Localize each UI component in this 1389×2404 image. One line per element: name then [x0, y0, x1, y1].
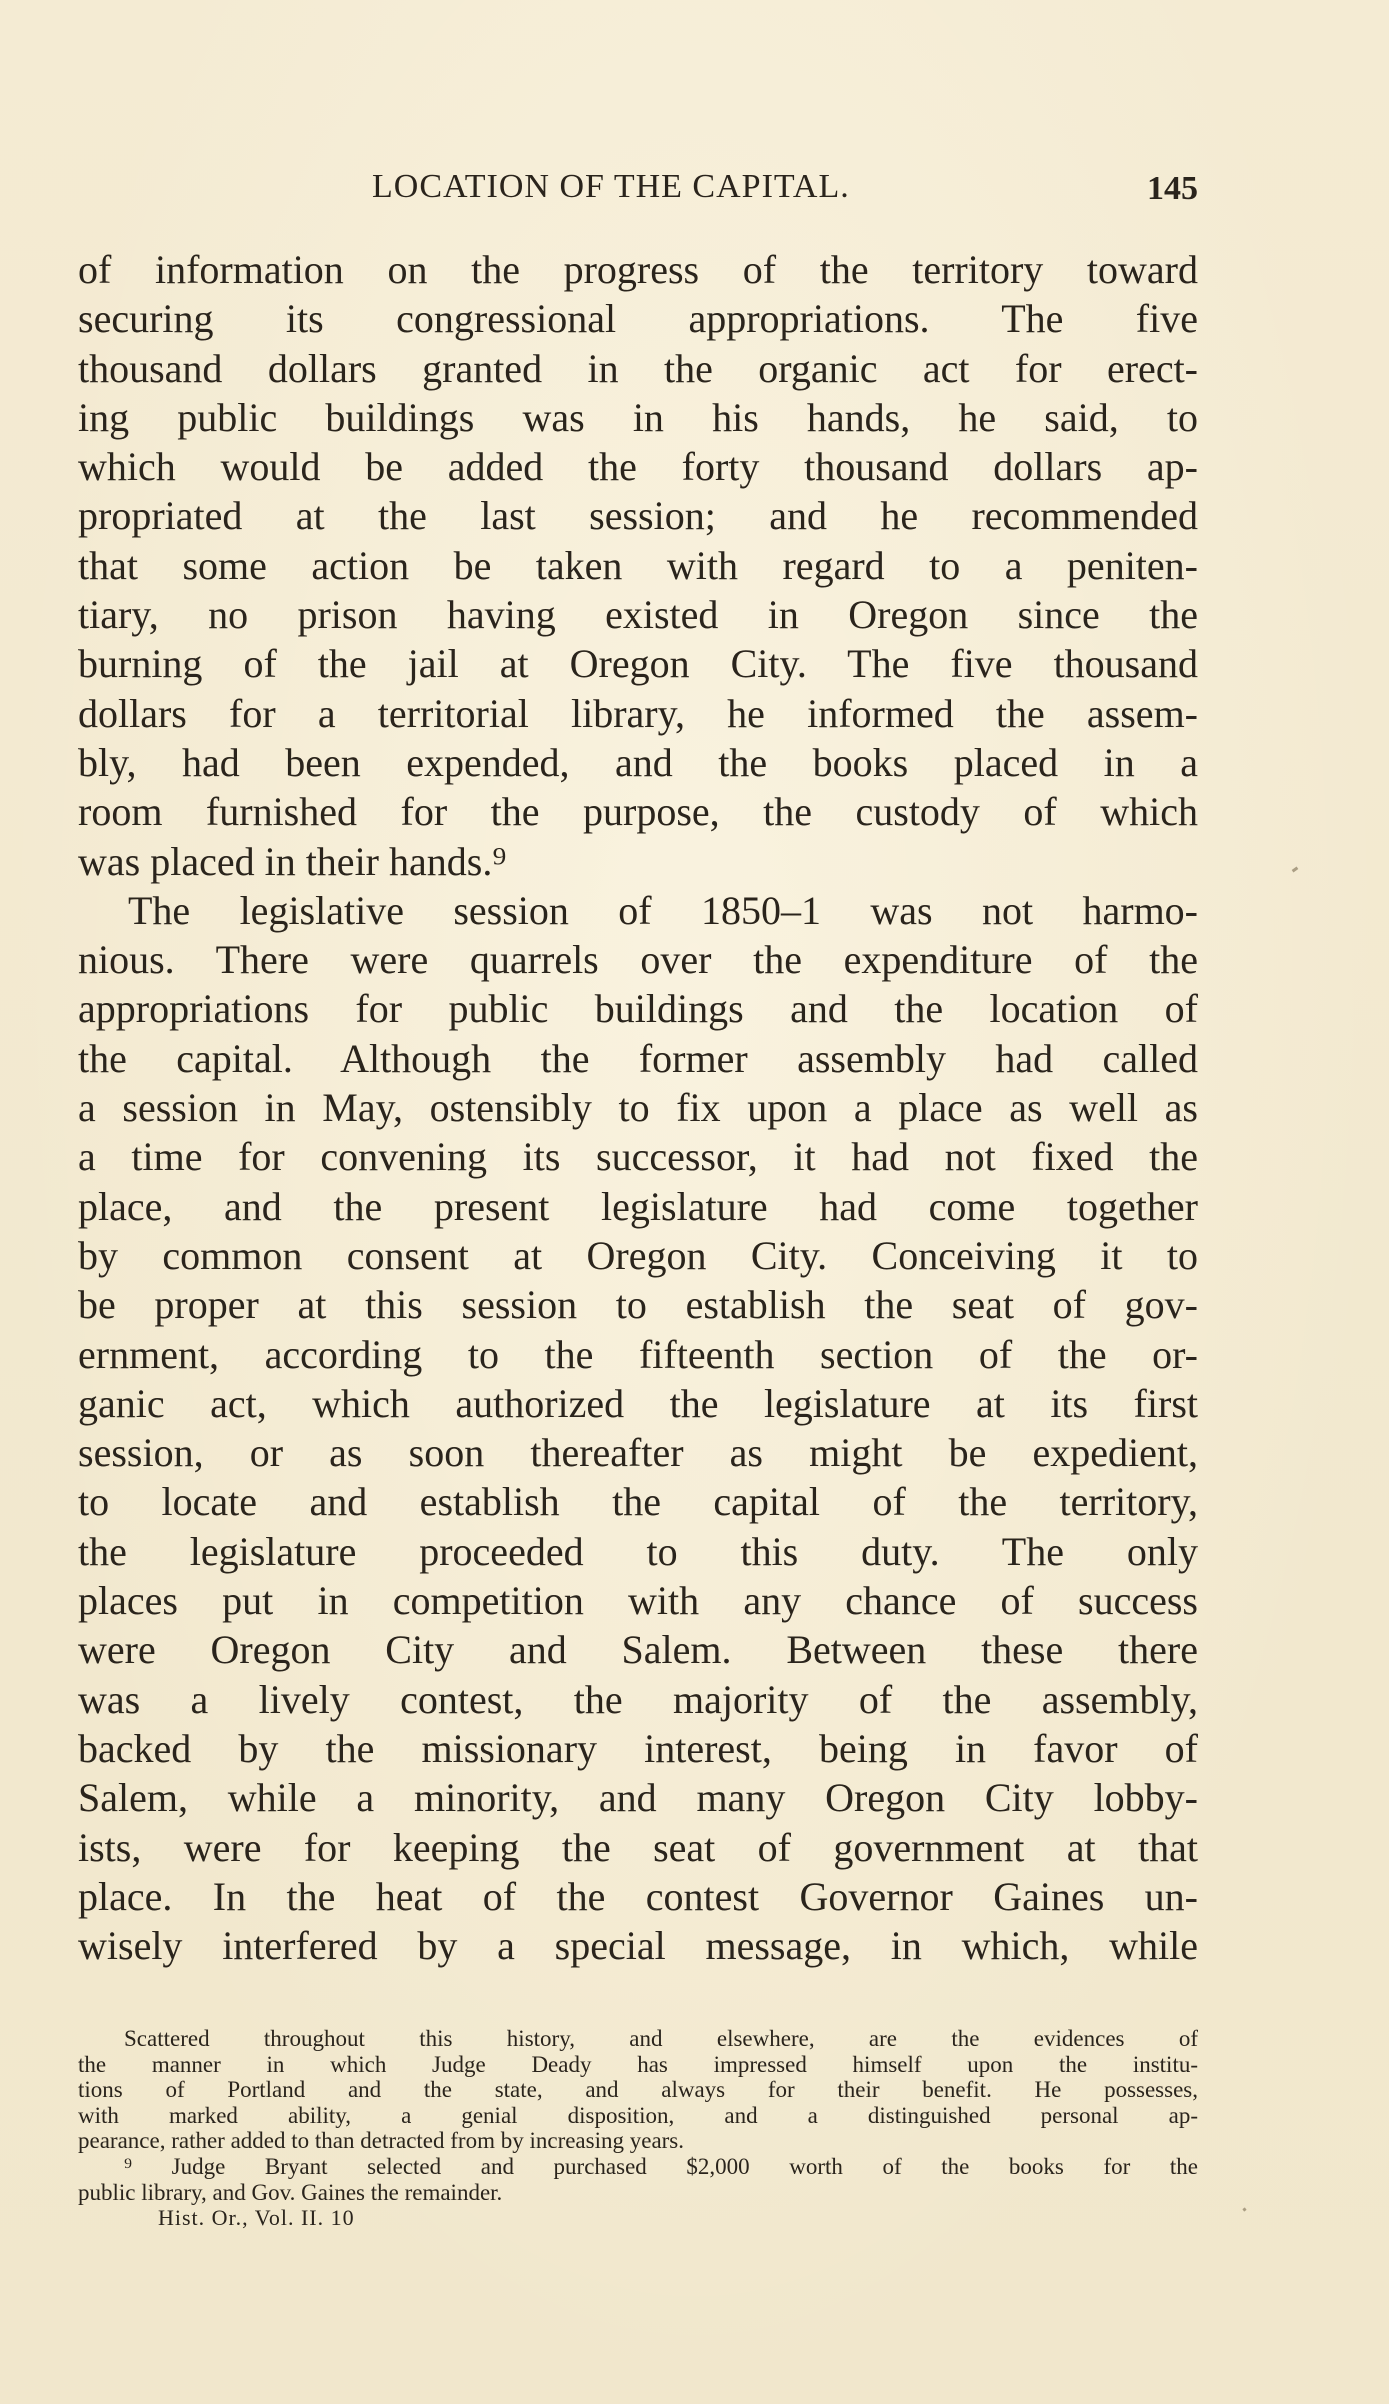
text-line: thousand dollars granted in the organic act for erect- [78, 345, 1198, 391]
text-line: of information on the progress of the territory toward [78, 247, 1198, 292]
text-line: securing its congressional appropriations. The five [78, 296, 1198, 342]
text-line: by common consent at Oregon City. Conceiving it to [78, 1232, 1198, 1278]
footnote-line: Scattered throughout this history, and elsewhere, are the evidences of [124, 2026, 1198, 2051]
text-line: a time for convening its successor, it had not fixed the [78, 1134, 1198, 1180]
text-line: places put in competition with any chance of success [78, 1578, 1198, 1624]
text-line: the capital. Although the former assembly had called [78, 1035, 1198, 1081]
text-line: ists, were for keeping the seat of government at that [78, 1824, 1198, 1870]
text-line: room furnished for the purpose, the custody of which [78, 789, 1198, 835]
footnote-line: pearance, rather added to than detracted from by increasing years. [78, 2128, 685, 2154]
text-line: place, and the present legislature had come together [78, 1183, 1198, 1229]
text-line: session, or as soon thereafter as might be expedient, [78, 1430, 1198, 1476]
text-line: The legislative session of 1850–1 was not harmo- [128, 887, 1198, 933]
text-line: that some action be taken with regard to a peniten- [78, 542, 1198, 588]
signature-mark: Hist. Or., Vol. II. 10 [158, 2205, 355, 2231]
text-line: burning of the jail at Oregon City. The five thousand [78, 641, 1198, 687]
text-line: backed by the missionary interest, being in favor of [78, 1725, 1198, 1771]
text-line: Salem, while a minority, and many Oregon City lobby- [78, 1775, 1198, 1821]
text-line: were Oregon City and Salem. Between these there [78, 1627, 1198, 1673]
paper-speck [1242, 2207, 1246, 2211]
text-line: dollars for a territorial library, he informed the assem- [78, 690, 1198, 736]
text-line: propriated at the last session; and he recommended [78, 493, 1198, 539]
footnotes [78, 2026, 1198, 2231]
text-line: place. In the heat of the contest Governor Gaines un- [78, 1873, 1198, 1919]
page-header [78, 168, 1198, 212]
text-line: wisely interfered by a special message, in which, while [78, 1923, 1198, 1969]
footnote-line: with marked ability, a genial disposition, and a distinguished personal ap- [78, 2102, 1198, 2128]
text-line: was a lively contest, the majority of the assembly, [78, 1676, 1198, 1722]
footnote-line: ⁹ Judge Bryant selected and purchased $2,000 worth of the books for the [124, 2153, 1198, 2179]
running-title: LOCATION OF THE CAPITAL. [372, 168, 850, 205]
text-line: was placed in their hands.⁹ [78, 838, 507, 884]
footnote-line: the manner in which Judge Deady has impressed himself upon the institu- [78, 2051, 1198, 2077]
text-line: which would be added the forty thousand dollars ap- [78, 444, 1198, 490]
page-number: 145 [1147, 170, 1198, 207]
text-line: appropriations for public buildings and the location of [78, 986, 1198, 1032]
main-text [78, 245, 1198, 1970]
paper-speck [1292, 867, 1299, 873]
footnote-line: public library, and Gov. Gaines the remainder. [78, 2179, 503, 2205]
text-line: bly, had been expended, and the books placed in a [78, 739, 1198, 785]
footnote-line: tions of Portland and the state, and always for their benefit. He possesses, [78, 2077, 1198, 2103]
text-line: ganic act, which authorized the legislature at its first [78, 1380, 1198, 1426]
text-line: be proper at this session to establish the seat of gov- [78, 1282, 1198, 1328]
text-line: the legislature proceeded to this duty. The only [78, 1528, 1198, 1574]
text-line: a session in May, ostensibly to fix upon a place as well as [78, 1085, 1198, 1131]
text-line: nious. There were quarrels over the expenditure of the [78, 937, 1198, 983]
text-line: to locate and establish the capital of the territory, [78, 1479, 1198, 1525]
text-line: ing public buildings was in his hands, he said, to [78, 394, 1198, 440]
text-line: tiary, no prison having existed in Oregon since the [78, 592, 1198, 638]
text-line: ernment, according to the fifteenth section of the or- [78, 1331, 1198, 1377]
